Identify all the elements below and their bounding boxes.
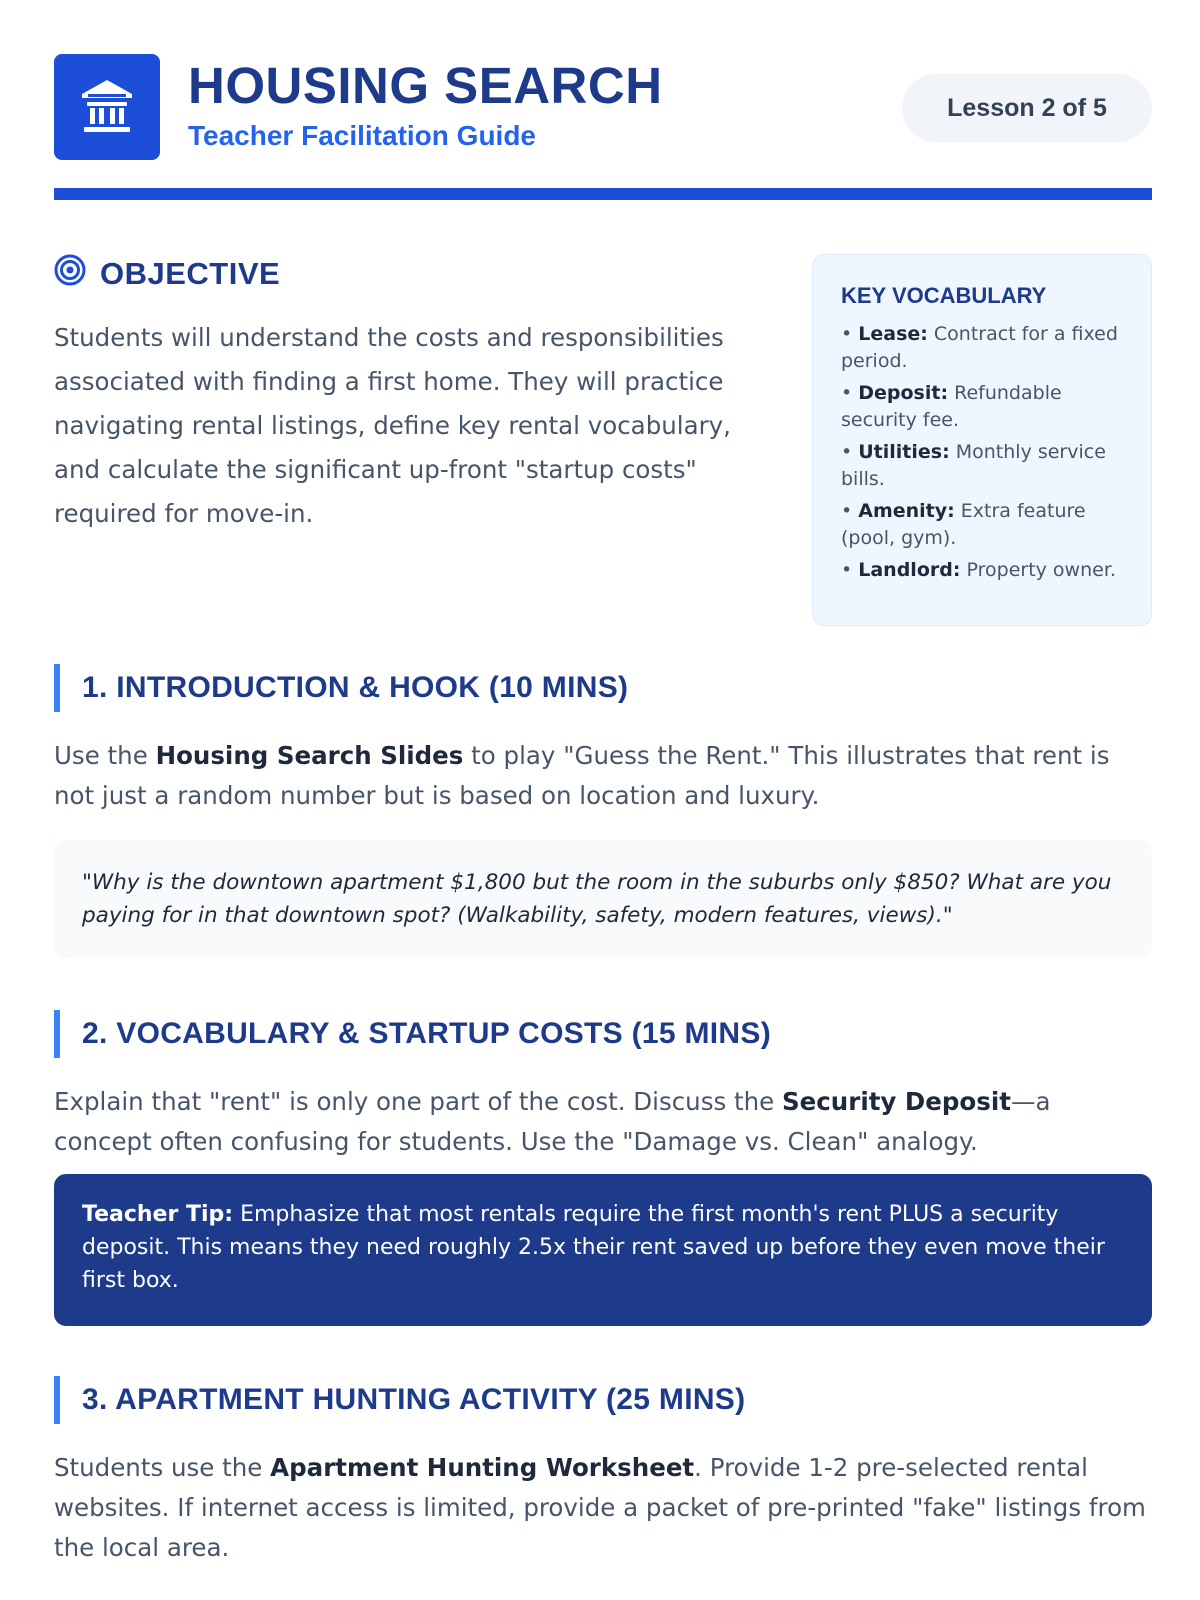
section-introduction-text: Use the Housing Search Slides to play "Guess the Rent." This illustrates that rent is not just a random number but is based on location and luxury. [54, 741, 1110, 810]
vocabulary-item: • Amenity: Extra feature (pool, gym). [841, 500, 1086, 549]
vocabulary-item: • Landlord: Property owner. [841, 559, 1116, 581]
vocabulary-definition: Extra feature (pool, gym). [841, 500, 1086, 549]
section-activity-text: Students use the Apartment Hunting Worksheet. Provide 1-2 pre-selected rental websites. If internet access is limited, provide a packet of pre-printed "fake" listings from the local area. [54, 1453, 1146, 1562]
objective-heading-label: OBJECTIVE [100, 256, 281, 291]
vocabulary-term: Lease: [858, 323, 928, 345]
vocabulary-item: • Utilities: Monthly service bills. [841, 441, 1106, 490]
institution-icon [54, 54, 160, 160]
vocabulary-term: Utilities: [858, 441, 950, 463]
vocabulary-term: Amenity: [858, 500, 955, 522]
teacher-tip-label: Teacher Tip: [82, 1202, 234, 1227]
teacher-tip-box [54, 1174, 1152, 1326]
lesson-badge: Lesson 2 of 5 [902, 74, 1152, 142]
header [54, 54, 1152, 172]
target-icon [54, 254, 86, 294]
vocabulary-definition: Monthly service bills. [841, 441, 1106, 490]
vocabulary-definition: Contract for a fixed period. [841, 323, 1118, 372]
objective-heading [54, 254, 754, 294]
section-vocabulary-text: Explain that "rent" is only one part of the cost. Discuss the Security Deposit—a concept often confusing for students. Use the "Damage vs. Clean" analogy. [54, 1087, 1051, 1156]
vocabulary-term: Landlord: [858, 559, 961, 581]
vocabulary-term: Deposit: [858, 382, 949, 404]
section-heading-vocabulary: 2. VOCABULARY & STARTUP COSTS (15 MINS) [54, 1010, 1152, 1058]
housing-search-slides-ref: Housing Search Slides [155, 741, 464, 770]
vocabulary-item: • Deposit: Refundable security fee. [841, 382, 1062, 431]
objective-section [54, 254, 754, 536]
vocabulary-title: KEY VOCABULARY [841, 283, 1047, 308]
teacher-tip-text: Emphasize that most rentals require the first month's rent PLUS a security deposit. This means they need roughly 2.5x their rent saved up before they even move their first box. [82, 1202, 1105, 1293]
section-heading-activity: 3. APARTMENT HUNTING ACTIVITY (25 MINS) [54, 1376, 1152, 1424]
security-deposit-ref: Security Deposit [782, 1087, 1011, 1116]
page-subtitle: Teacher Facilitation Guide [188, 120, 537, 151]
objective-text: Students will understand the costs and responsibilities associated with finding a first home. They will practice navigating rental listings, define key rental vocabulary, and calculate the significant up-front "startup costs" required for move-in. [54, 323, 731, 528]
section-heading-introduction: 1. INTRODUCTION & HOOK (10 MINS) [54, 664, 1152, 712]
worksheet-ref: Apartment Hunting Worksheet [270, 1453, 695, 1482]
vocabulary-item: • Lease: Contract for a fixed period. [841, 323, 1118, 372]
header-divider [54, 188, 1152, 200]
key-vocabulary-card [812, 254, 1152, 626]
discussion-quote: "Why is the downtown apartment $1,800 but the room in the suburbs only $850? What are you paying for in that downtown spot? (Walkability, safety, modern features, views)." [54, 840, 1152, 958]
vocabulary-definition: Property owner. [966, 559, 1116, 581]
vocabulary-definition: Refundable security fee. [841, 382, 1062, 431]
lesson-guide-page [54, 54, 1152, 1562]
page-title: HOUSING SEARCH [188, 57, 663, 114]
